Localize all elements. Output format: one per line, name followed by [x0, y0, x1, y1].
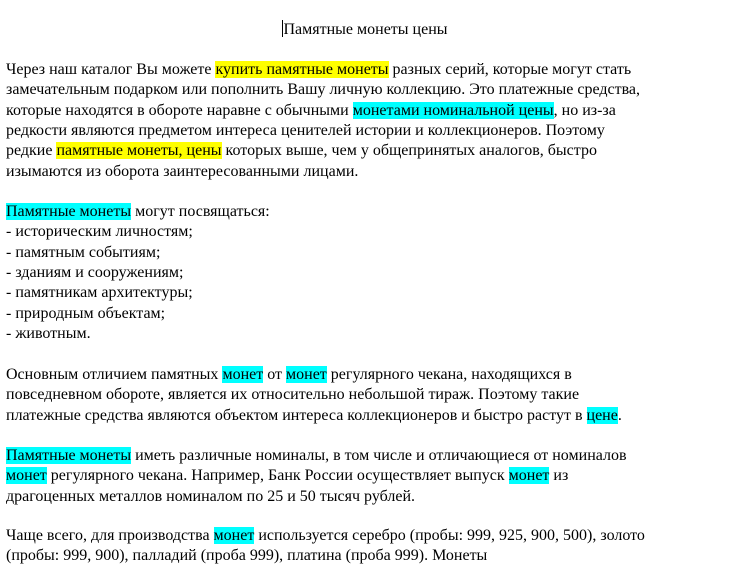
paragraph1-line5: редкие памятные монеты, цены которых выше, чем у общепринятых аналогов, быстро [6, 142, 597, 160]
highlight-cyan: цене [586, 406, 618, 424]
highlight-cyan: монетами номинальной цены [352, 101, 554, 119]
highlight-yellow: памятные монеты, цены [56, 142, 222, 160]
list-item: - историческим личностям; [6, 223, 193, 241]
paragraph2-line1: Памятные монеты могут посвящаться: [6, 203, 270, 220]
paragraph1-line4: редкости являются предметом интереса ценителей истории и коллекционеров. Поэтому [6, 121, 605, 139]
highlight-cyan: монет [508, 467, 550, 485]
paragraph1-line2: замечательным подарком или пополнить Вашу личную коллекцию. Это платежные средства, [6, 81, 641, 99]
paragraph4-line2: монет регулярного чекана. Например, Банк России осуществляет выпуск монет из [6, 467, 569, 485]
list-item: - зданиям и сооружениям; [6, 263, 184, 281]
list-item: - природным объектам; [6, 304, 166, 322]
paragraph3-line1: Основным отличием памятных монет от монет регулярного чекана, находящихся в [6, 366, 572, 383]
highlight-yellow: купить памятные монеты [215, 61, 389, 78]
highlight-cyan: монет [286, 366, 327, 383]
paragraph4-line3: драгоценных металлов номиналом по 25 и 50 тысяч рублей. [6, 487, 416, 505]
highlight-cyan: монет [6, 467, 47, 485]
paragraph5-line2: (пробы: 999, 900), палладий (проба 999), платина (проба 999). Монеты [6, 547, 488, 565]
highlight-cyan: Памятные монеты [6, 203, 132, 220]
highlight-cyan: Памятные монеты [6, 447, 132, 464]
document-title: Памятные монеты цены [283, 21, 448, 38]
paragraph1-line6: изымаются из оборота заинтересованными лицами. [6, 162, 359, 180]
paragraph5-line1: Чаще всего, для производства монет используется серебро (пробы: 999, 925, 900, 500), золото [6, 527, 645, 544]
paragraph3-line3: платежные средства являются объектом интереса коллекционеров и быстро растут в цене. [6, 406, 622, 424]
paragraph4-line1: Памятные монеты иметь различные номиналы, в том числе и отличающиеся от номиналов [6, 447, 627, 464]
highlight-cyan: монет [222, 366, 264, 383]
paragraph3-line2: повседневном обороте, является их относительно небольшой тираж. Поэтому такие [6, 386, 580, 404]
list-item: - памятникам архитектуры; [6, 284, 193, 302]
highlight-cyan: монет [213, 527, 255, 544]
list-item: - памятным событиям; [6, 243, 161, 261]
paragraph1-line3: которые находятся в обороте наравне с обычными монетами номинальной цены, но из-за [6, 101, 616, 119]
paragraph1-line1: Через наш каталог Вы можете купить памятные монеты разных серий, которые могут стать [6, 61, 632, 78]
list-item: - животным. [6, 324, 91, 342]
